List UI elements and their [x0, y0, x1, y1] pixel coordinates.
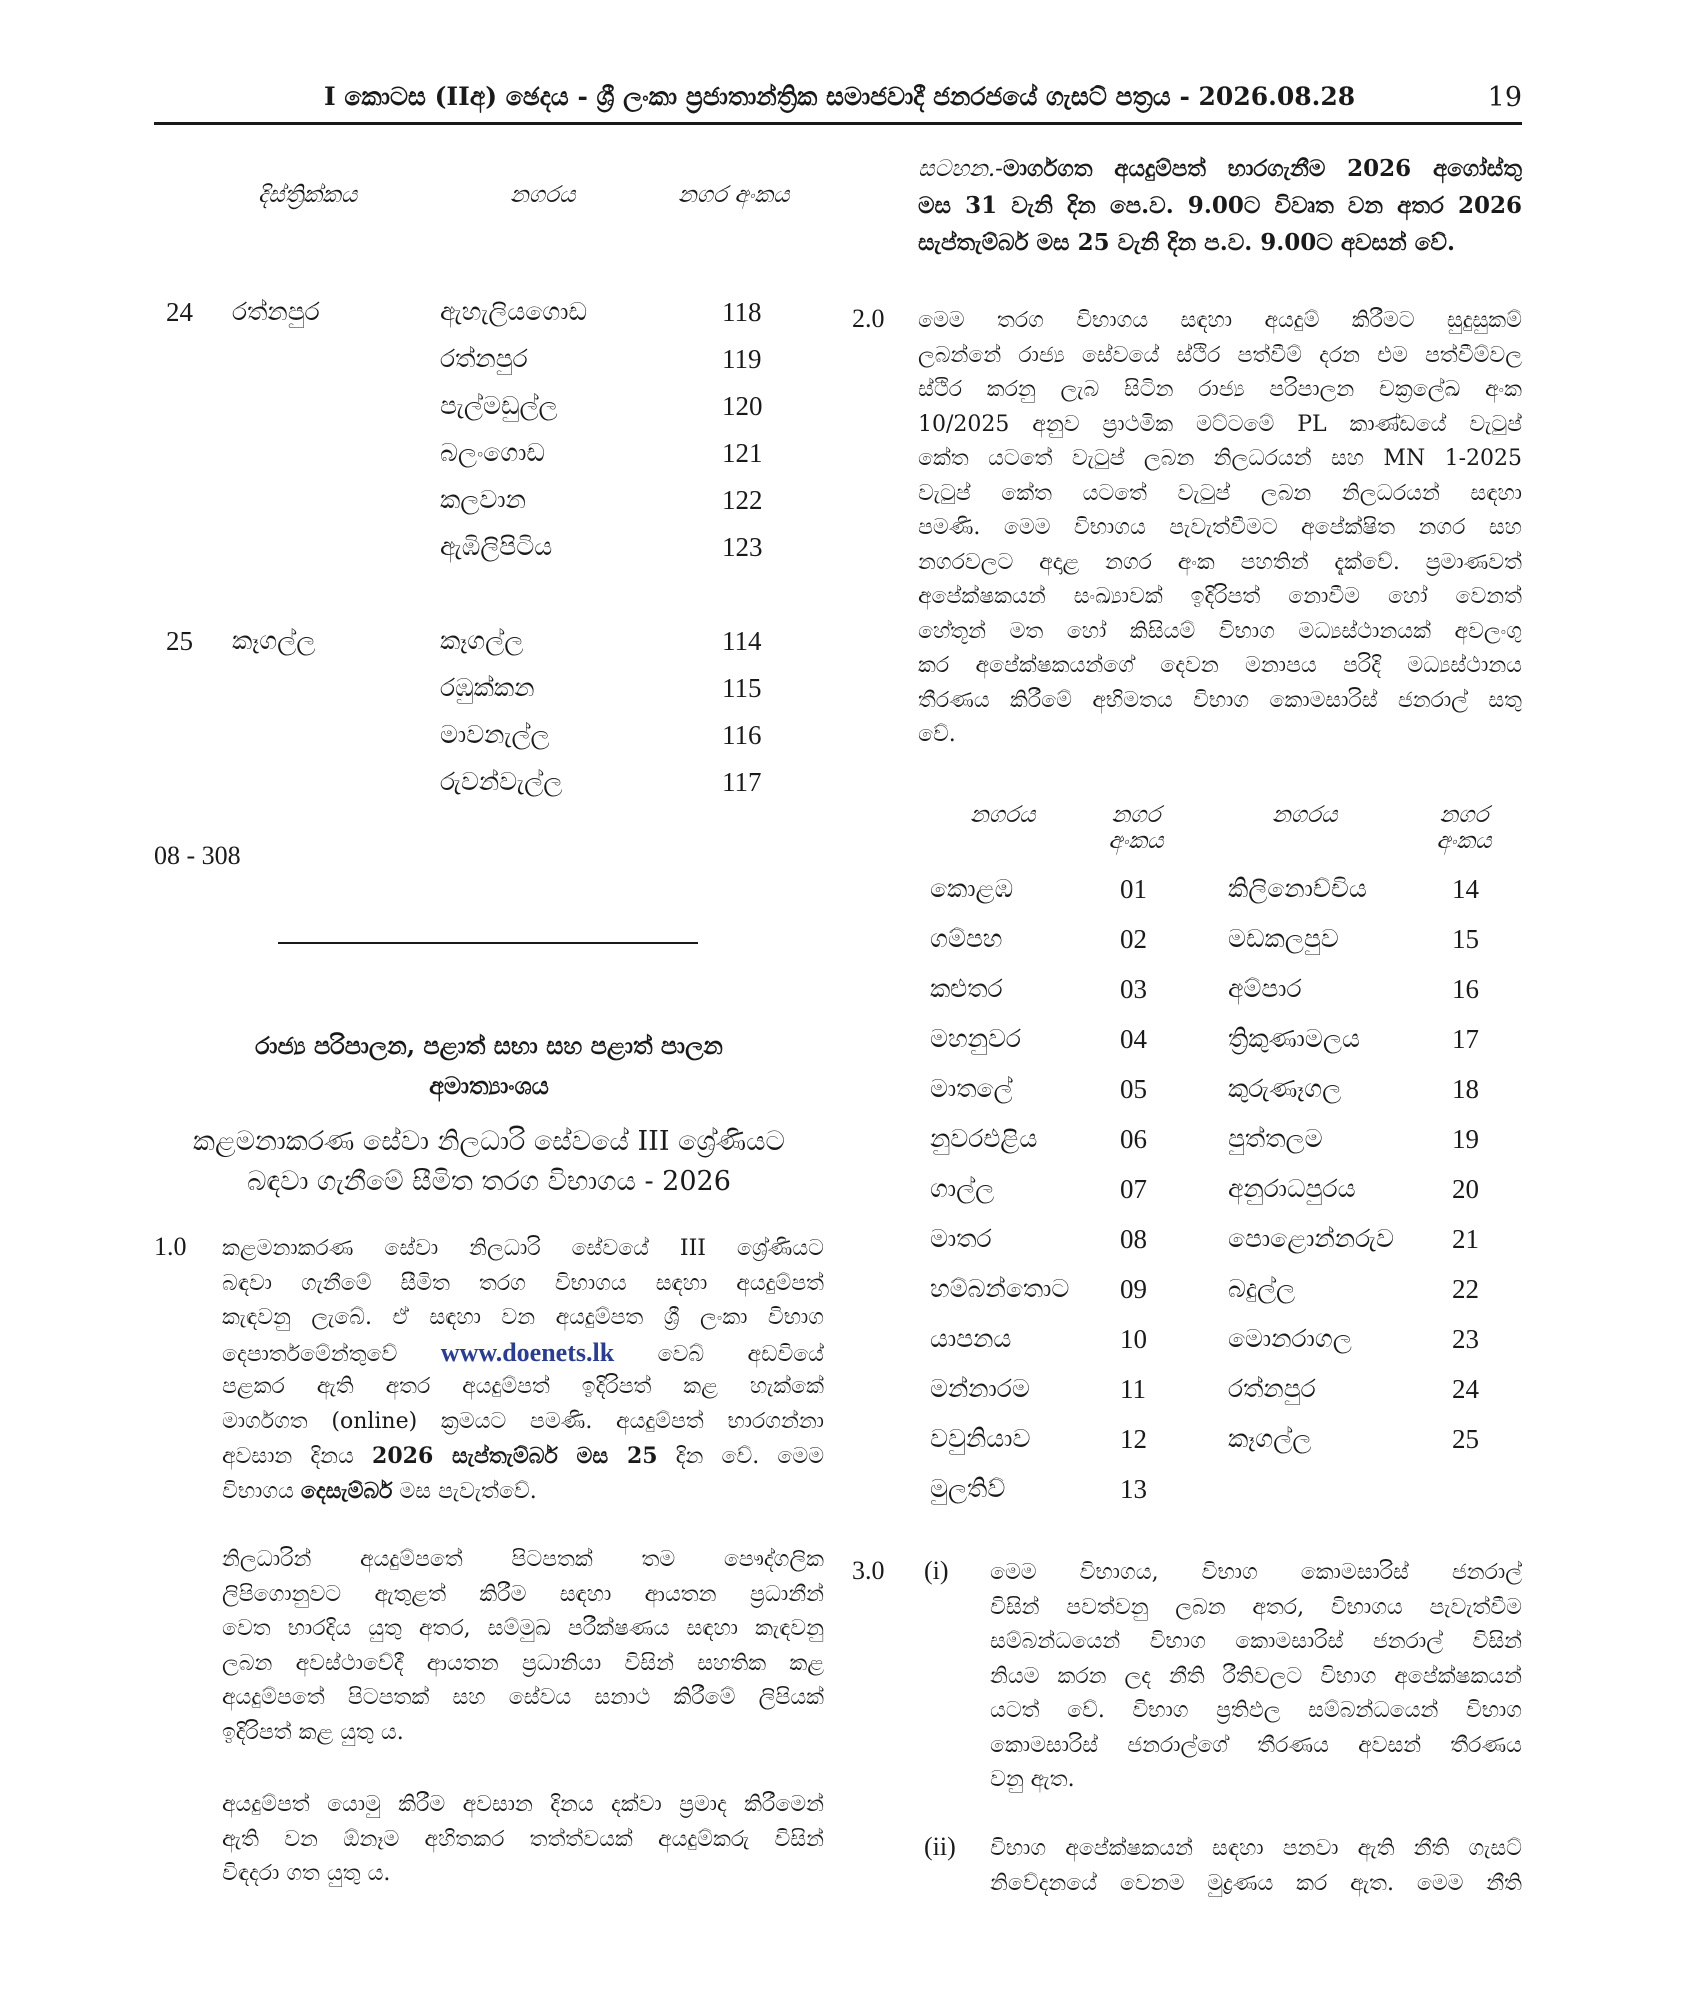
city-table-city: කුරුණෑගල: [1228, 1074, 1342, 1103]
section-3-i-line: යටත් වේ. විභාග ප්‍රතිඵල සම්බන්ධයෙන් විභාග: [990, 1698, 1522, 1723]
city-name: ඇහැලියගොඩ: [440, 297, 588, 326]
section-2-line: මෙම තරග විභාගය සඳහා අයදුම් කිරීමට සුදුසුකම්: [918, 308, 1522, 333]
paragraph-line: ලිපිගොනුවට ඇතුළත් කිරීම සඳහා ආයතන ප්‍රධානීන්: [222, 1581, 824, 1607]
date-line-suffix: දින වේ. මෙම: [675, 1444, 824, 1469]
city-table-code: 15: [1452, 924, 1479, 954]
city-table-city: ගම්පහ: [930, 924, 1003, 953]
city-code-column-header: නගර අංකය: [678, 182, 790, 208]
paragraph-line: ඉදිරිපත් කළ යුතු ය.: [222, 1719, 404, 1745]
section-1-number: 1.0: [154, 1232, 187, 1261]
section-1-web-line: [222, 1336, 824, 1371]
paragraph-line: නිලධාරින් අයදුම්පතේ පිටපතක් තම පෞද්ගලික: [222, 1547, 824, 1572]
section-2-line: ලබන්නේ රාජ්‍ය සේවයේ ස්ථිර පත්වීම් දරන එම පත්වීම්වල: [918, 342, 1522, 368]
section-3-ii-number: (ii): [924, 1832, 956, 1861]
city-table-city: මාතලේ: [930, 1074, 1013, 1103]
city-table-code: 11: [1120, 1374, 1146, 1404]
city-code: 123: [722, 532, 763, 562]
paragraph-application-copy: [222, 1543, 824, 1750]
city-code: 122: [722, 485, 763, 515]
city-table-city: වවුනියාව: [930, 1424, 1031, 1453]
city-table-city: මාතර: [930, 1224, 992, 1253]
section-2-line: අපේක්ෂකයන් සංඛ්‍යාවක් ඉදිරිපත් නොවීම හෝ වෙනත්: [918, 584, 1522, 609]
city-table-city: රත්නපුර: [1228, 1374, 1316, 1403]
ministry-title: [154, 1026, 824, 1106]
city-table-city: පොළොන්නරුව: [1228, 1224, 1394, 1253]
section-2-line: තීරණය කිරීමේ අභිමතය විභාග කොමසාරිස් ජනරාල් සතු: [918, 687, 1522, 713]
city-code: 114: [722, 626, 762, 656]
web-line-suffix: වෙබ් අඩවියේ: [657, 1341, 824, 1367]
section-2-line: කේත යටතේ වැටුප් ලබන නිලධරයන් සහ MN 1-2025: [918, 446, 1522, 471]
header-code-word-2: අංකය: [1108, 828, 1164, 854]
section-2-number: 2.0: [852, 304, 885, 333]
city-table-code: 06: [1120, 1124, 1147, 1154]
city-table-code: 12: [1120, 1424, 1147, 1454]
district-column-header: දිස්ත්‍රික්කය: [258, 182, 358, 208]
page-number: 19: [1487, 82, 1522, 113]
ministry-title-line-1: රාජ්‍ය පරිපාලන, පළාත් සභා සහ පළාත් පාලන: [255, 1031, 723, 1060]
section-2-line: වේ.: [918, 722, 956, 747]
header-code-word-1: නගර: [1439, 802, 1489, 828]
city-table-header-city-right: නගරය: [1272, 802, 1338, 828]
section-1-text: [222, 1232, 824, 1508]
section-3-i-line: විසින් පවත්වනු ලබන අතර, විභාගය පැවැත්වීම: [990, 1594, 1522, 1620]
city-table-code: 05: [1120, 1074, 1147, 1104]
city-table-code: 16: [1452, 974, 1479, 1004]
online-application-note: [918, 150, 1522, 261]
notice-reference: 08 - 308: [154, 841, 241, 870]
note-line-1: [918, 150, 1522, 187]
city-table-city: අම්පාර: [1228, 974, 1302, 1003]
city-table-city: කෑගල්ල: [1228, 1424, 1312, 1453]
city-table-code: 08: [1120, 1224, 1147, 1254]
city-table-code: 09: [1120, 1274, 1147, 1304]
section-1-line: බඳවා ගැනීමේ සීමිත තරග විභාගය සඳහා අයදුම්පත්: [222, 1270, 824, 1296]
section-2-line: හේතූන් මත හෝ කිසියම් විභාග මධ්‍යස්ථානයක් අවලංගු: [918, 618, 1522, 644]
separator-line: [278, 942, 698, 944]
exam-title-line-1: කළමනාකරණ සේවා නිලධාරි සේවයේ III ශ්‍රේණියට: [193, 1126, 785, 1157]
section-1-month-line: [222, 1474, 824, 1509]
city-code: 115: [722, 673, 762, 703]
city-table-code: 18: [1452, 1074, 1479, 1104]
city-table-code: 07: [1120, 1174, 1147, 1204]
paragraph-line: විඳදරා ගත යුතු ය.: [222, 1861, 391, 1886]
city-table-city: මහනුවර: [930, 1024, 1022, 1053]
paragraph-late-submission: [222, 1788, 824, 1892]
city-table-city: මඩකලපුව: [1228, 924, 1339, 953]
district-number: 24: [166, 297, 193, 327]
note-text-1: මාර්ගගත අයදුම්පත් භාරගැනීම 2026 අගෝස්තු: [1002, 155, 1522, 182]
section-1-line: පළකර ඇති අතර අයදුම්පත් ඉදිරිපත් කළ හැක්කේ: [222, 1374, 824, 1399]
city-table-code: 19: [1452, 1124, 1479, 1154]
section-3-i-line: සම්බන්ධයෙන් විභාග කොමසාරිස් ජනරාල් විසින්: [990, 1629, 1522, 1654]
district-name: කෑගල්ල: [232, 626, 316, 655]
city-name: රුවන්වැල්ල: [440, 767, 563, 796]
gazette-header-title: I කොටස (IIඅ) ඡෙදය - ශ්‍රී ලංකා ප්‍රජාතාන්ත්‍රික සමාජවාදී ජනරජයේ ගැසට් පත්‍රය - 2026.08.28: [324, 82, 1356, 111]
city-table-city: මොනරාගල: [1228, 1324, 1352, 1353]
city-table-code: 03: [1120, 974, 1147, 1004]
city-name: කලවාන: [440, 485, 526, 514]
section-3-number: 3.0: [852, 1556, 885, 1585]
paragraph-line: වෙත භාරදිය යුතු අතර, සම්මුඛ පරීක්ෂණය සඳහා කැඳවනු: [222, 1616, 824, 1641]
city-code: 119: [722, 344, 762, 374]
city-name: රත්නපුර: [440, 344, 528, 373]
exam-title: [154, 1122, 824, 1202]
section-2-line: නගරවලට අදාළ නගර අංක පහතින් දැක්වේ. ප්‍රමාණවත්: [918, 549, 1522, 575]
city-table-city: ත්‍රිකුණාමලය: [1228, 1024, 1360, 1053]
paragraph-line: අයදුම්පතේ පිටපතක් සහ සේවය සනාථ කිරීමේ ලිපියක්: [222, 1685, 824, 1710]
city-table-city: කිලිනොච්චිය: [1228, 874, 1367, 903]
note-text-2: මස 31 වැනි දින පෙ.ව. 9.00ට විවෘත වන අතර 2026: [918, 192, 1522, 219]
city-table-code: 04: [1120, 1024, 1147, 1054]
city-table-city: කළුතර: [930, 974, 1003, 1003]
section-3-ii-line: නිවේදනයේ වෙනම මුද්‍රණය කර ඇත. මෙම නීති: [990, 1870, 1522, 1896]
city-table-code: 20: [1452, 1174, 1479, 1204]
city-table-code: 25: [1452, 1424, 1479, 1454]
city-table-header-code-right: [1434, 802, 1494, 854]
city-table-code: 02: [1120, 924, 1147, 954]
section-1-line: කළමනාකරණ සේවා නිලධාරි සේවයේ III ශ්‍රේණියට: [222, 1236, 824, 1261]
paragraph-line: අයදුම්පත් යොමු කිරීම අවසාන දිනය දක්වා ප්‍රමාද කිරීමෙන්: [222, 1792, 824, 1817]
section-2-line: කර අපේක්ෂකයන්ගේ දෙවන මනාපය පරිදි මධ්‍යස්ථානය: [918, 653, 1522, 678]
city-code: 120: [722, 391, 763, 421]
section-3-ii-text: [990, 1832, 1522, 1901]
city-table-city: අනුරාධපුරය: [1228, 1174, 1356, 1203]
section-3-i-line: නියම කරන ලද නීති රීතිවලට විභාග අපේක්ෂකයන්: [990, 1663, 1522, 1689]
paragraph-line: ඇති වන ඕනෑම අහිතකර තත්ත්වයක් අයදුම්කරු විසින්: [222, 1826, 824, 1852]
city-table-city: මන්නාරම: [930, 1374, 1030, 1403]
month-line-suffix: මස පැවැත්වේ.: [399, 1478, 537, 1504]
city-code: 116: [722, 720, 762, 750]
city-table-code: 23: [1452, 1324, 1479, 1354]
note-text-3: සැප්තැම්බර් මස 25 වැනි දින ප.ව. 9.00ට අවසන් වේ.: [918, 229, 1455, 256]
exam-month: දෙසැම්බර්: [300, 1477, 393, 1504]
city-table-code: 13: [1120, 1474, 1147, 1504]
note-line-3: [918, 224, 1522, 261]
city-column-header: නගරය: [510, 182, 576, 208]
section-2-line: පමණි. මෙම විභාගය පැවැත්වීමට අපේක්ෂිත නගර සහ: [918, 515, 1522, 540]
city-table-header-city-left: නගරය: [970, 802, 1036, 828]
city-table-city: නුවරඑළිය: [930, 1124, 1038, 1153]
city-code: 118: [722, 297, 762, 327]
city-table-code: 14: [1452, 874, 1479, 904]
section-1-date-line: [222, 1439, 824, 1474]
section-1-line: කැඳවනු ලැබේ. ඒ සඳහා වන අයදුම්පත ශ්‍රී ලංකා විභාග: [222, 1305, 824, 1330]
section-2-line: 10/2025 අනුව ප්‍රාථමික මට්ටමේ PL කාණ්ඩයේ වැටුප්: [918, 411, 1522, 437]
city-name: පැල්මඩුල්ල: [440, 391, 558, 420]
city-table-code: 17: [1452, 1024, 1479, 1054]
city-table-code: 10: [1120, 1324, 1147, 1354]
paragraph-line: ලබන අවස්ථාවේදී ආයතන ප්‍රධානියා විසින් සහතික කළ: [222, 1650, 824, 1676]
city-table-city: කොළඹ: [930, 874, 1014, 903]
page-header: [154, 82, 1522, 125]
city-code: 117: [722, 767, 762, 797]
section-2-line: ස්ථිර කරනු ලැබ සිටින රාජ්‍ය පරිපාලන චක්‍රලේඛ අංක: [918, 377, 1522, 402]
city-table-city: මුලතිව්: [930, 1474, 1006, 1503]
city-code: 121: [722, 438, 763, 468]
ministry-title-line-2: අමාත්‍යාංශය: [429, 1071, 549, 1100]
city-table-city: හම්බන්තොට: [930, 1274, 1070, 1303]
section-3-i-number: (i): [924, 1556, 949, 1585]
city-table-code: 24: [1452, 1374, 1479, 1404]
city-table-city: ගාල්ල: [930, 1174, 995, 1203]
city-name: මාවනැල්ල: [440, 720, 550, 749]
date-line-prefix: අවසාන දිනය: [222, 1444, 354, 1469]
city-table-code: 22: [1452, 1274, 1479, 1304]
city-table-city: පුත්තලම: [1228, 1124, 1323, 1153]
city-name: කෑගල්ල: [440, 626, 524, 655]
city-name: රඹුක්කන: [440, 673, 535, 702]
section-2-line: වැටුප් කේත යටතේ වැටුප් ලබන නිලධරයන් සඳහා: [918, 480, 1522, 506]
city-table-code: 01: [1120, 874, 1147, 904]
city-name: බලංගොඩ: [440, 438, 545, 467]
section-3-i-line: මෙම විභාගය, විභාග කොමසාරිස් ජනරාල්: [990, 1560, 1522, 1585]
note-label: සටහන.-: [918, 156, 1003, 182]
section-3-i-line: කොමසාරිස් ජනරාල්ගේ තීරණය අවසන් තීරණය: [990, 1732, 1522, 1758]
city-table-header-code-left: [1106, 802, 1166, 854]
header-code-word-1: නගර: [1111, 802, 1161, 828]
doenets-website-link[interactable]: www.doenets.lk: [440, 1337, 615, 1367]
note-line-2: [918, 187, 1522, 224]
section-2-text: [918, 304, 1522, 753]
section-1-line: මාර්ගගත (online) ක්‍රමයට පමණි. අයදුම්පත් භාරගන්නා: [222, 1408, 824, 1434]
section-3-i-line: වනු ඇත.: [990, 1767, 1075, 1792]
month-line-prefix: විභාගය: [222, 1478, 294, 1504]
web-line-prefix: දෙපාර්තමේන්තුවේ: [222, 1341, 398, 1367]
closing-date: 2026 සැප්තැම්බර් මස 25: [372, 1443, 658, 1469]
district-name: රත්නපුර: [232, 297, 320, 326]
city-table-city: යාපනය: [930, 1324, 1012, 1353]
header-code-word-2: අංකය: [1436, 828, 1492, 854]
city-table-code: 21: [1452, 1224, 1479, 1254]
section-3-ii-line: විභාග අපේක්ෂකයන් සඳහා පනවා ඇති නීති ගැසට්: [990, 1836, 1522, 1861]
exam-title-line-2: බඳවා ගැනීමේ සීමිත තරග විභාගය - 2026: [247, 1166, 731, 1197]
city-table-city: බදුල්ල: [1228, 1274, 1296, 1303]
section-3-i-text: [990, 1556, 1522, 1798]
city-name: ඇඹිලිපිටිය: [440, 532, 553, 561]
district-number: 25: [166, 626, 193, 656]
